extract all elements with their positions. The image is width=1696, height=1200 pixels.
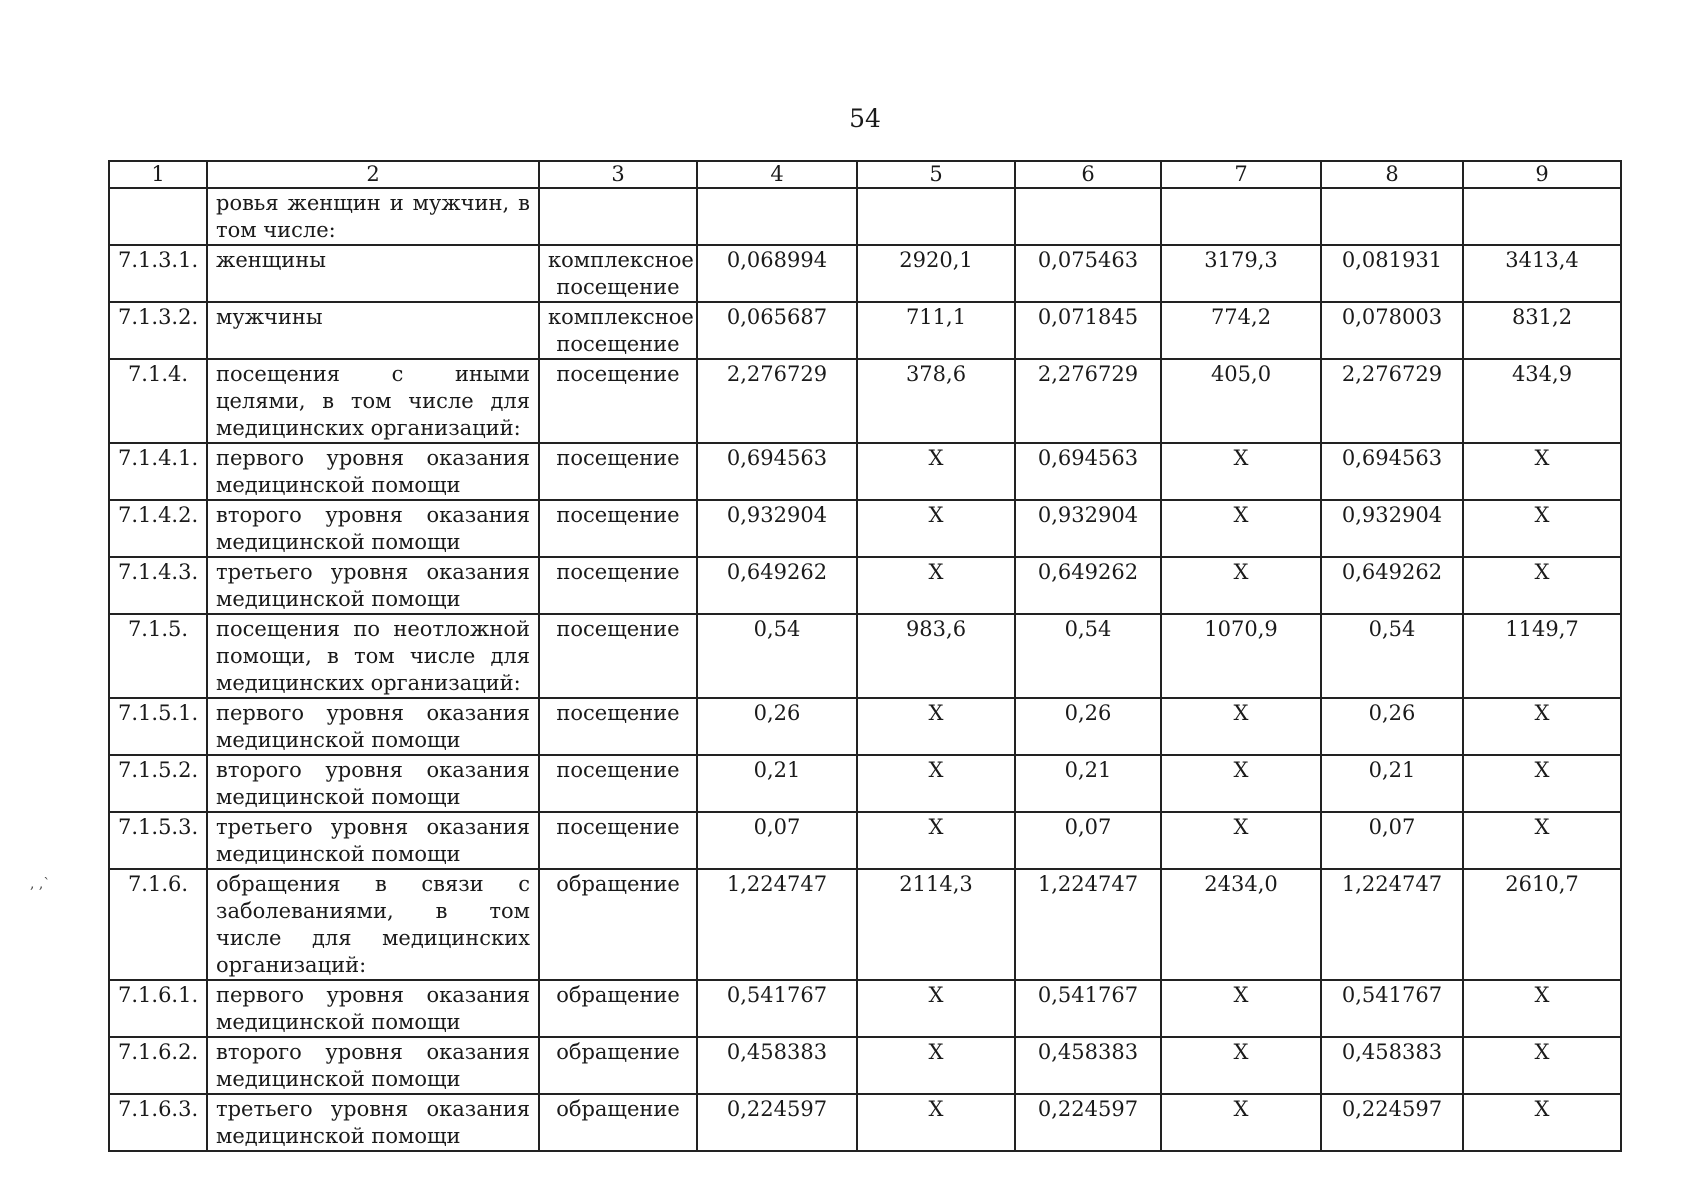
row-number: 7.1.4.3. (109, 557, 207, 614)
row-unit: посещение (539, 443, 697, 500)
table-row (109, 1094, 1621, 1151)
value-col-4: 0,07 (697, 812, 857, 869)
value-col-9: X (1463, 755, 1621, 812)
value-col-6: 0,071845 (1015, 302, 1161, 359)
row-number: 7.1.4.2. (109, 500, 207, 557)
value-col-8: 0,21 (1321, 755, 1463, 812)
row-number: 7.1.5.2. (109, 755, 207, 812)
value-col-5: X (857, 812, 1015, 869)
table-row (109, 188, 1621, 245)
value-col-8: 0,932904 (1321, 500, 1463, 557)
value-col-8: 0,081931 (1321, 245, 1463, 302)
column-number-cell: 1 (109, 161, 207, 188)
column-number-cell: 3 (539, 161, 697, 188)
value-col-6: 0,932904 (1015, 500, 1161, 557)
column-number-cell: 7 (1161, 161, 1321, 188)
value-col-7: 2434,0 (1161, 869, 1321, 980)
row-name: посещения с иными целями, в том числе для медицинских организаций: (207, 359, 539, 443)
value-col-9: 1149,7 (1463, 614, 1621, 698)
value-col-5: 983,6 (857, 614, 1015, 698)
value-col-5: 711,1 (857, 302, 1015, 359)
value-col-8: 0,224597 (1321, 1094, 1463, 1151)
column-number-cell: 2 (207, 161, 539, 188)
row-unit: посещение (539, 698, 697, 755)
value-col-4: 0,541767 (697, 980, 857, 1037)
value-col-6: 0,541767 (1015, 980, 1161, 1037)
value-col-5: X (857, 443, 1015, 500)
value-col-6: 0,224597 (1015, 1094, 1161, 1151)
value-col-6: 1,224747 (1015, 869, 1161, 980)
value-col-4: 0,065687 (697, 302, 857, 359)
value-col-6: 0,075463 (1015, 245, 1161, 302)
value-col-7: X (1161, 755, 1321, 812)
table-row (109, 980, 1621, 1037)
value-col-6: 2,276729 (1015, 359, 1161, 443)
value-col-8: 1,224747 (1321, 869, 1463, 980)
column-number-cell: 6 (1015, 161, 1161, 188)
value-col-9: X (1463, 698, 1621, 755)
value-col-5: X (857, 698, 1015, 755)
data-table (108, 160, 1622, 1152)
table-row (109, 812, 1621, 869)
row-number: 7.1.4.1. (109, 443, 207, 500)
column-number-row (109, 161, 1621, 188)
value-col-9: 3413,4 (1463, 245, 1621, 302)
value-col-7: X (1161, 443, 1321, 500)
table-row (109, 359, 1621, 443)
value-col-7: 3179,3 (1161, 245, 1321, 302)
value-col-6: 0,54 (1015, 614, 1161, 698)
value-col-5: X (857, 980, 1015, 1037)
row-number: 7.1.6. (109, 869, 207, 980)
row-number: 7.1.4. (109, 359, 207, 443)
value-col-7 (1161, 188, 1321, 245)
value-col-8: 0,54 (1321, 614, 1463, 698)
value-col-5: X (857, 755, 1015, 812)
row-number: 7.1.3.2. (109, 302, 207, 359)
value-col-8: 0,458383 (1321, 1037, 1463, 1094)
page-number: 54 (849, 104, 881, 133)
value-col-4: 0,224597 (697, 1094, 857, 1151)
column-number-cell: 4 (697, 161, 857, 188)
value-col-5: X (857, 557, 1015, 614)
stray-mark: , ,` (30, 876, 51, 892)
value-col-6: 0,07 (1015, 812, 1161, 869)
row-name: первого уровня оказания медицинской помощи (207, 698, 539, 755)
value-col-9 (1463, 188, 1621, 245)
table-row (109, 302, 1621, 359)
value-col-9: 2610,7 (1463, 869, 1621, 980)
value-col-6: 0,458383 (1015, 1037, 1161, 1094)
value-col-5: X (857, 1037, 1015, 1094)
value-col-8: 0,694563 (1321, 443, 1463, 500)
value-col-7: 405,0 (1161, 359, 1321, 443)
row-unit: обращение (539, 1037, 697, 1094)
value-col-5: 2920,1 (857, 245, 1015, 302)
row-unit: комплексное посещение (539, 302, 697, 359)
table-row (109, 245, 1621, 302)
value-col-8: 0,078003 (1321, 302, 1463, 359)
value-col-8: 0,649262 (1321, 557, 1463, 614)
value-col-9: 434,9 (1463, 359, 1621, 443)
value-col-6: 0,694563 (1015, 443, 1161, 500)
row-number: 7.1.6.1. (109, 980, 207, 1037)
value-col-7: X (1161, 1094, 1321, 1151)
value-col-4: 2,276729 (697, 359, 857, 443)
value-col-7: X (1161, 1037, 1321, 1094)
value-col-9: X (1463, 1094, 1621, 1151)
value-col-6: 0,649262 (1015, 557, 1161, 614)
value-col-4 (697, 188, 857, 245)
row-unit: посещение (539, 614, 697, 698)
row-unit: посещение (539, 359, 697, 443)
value-col-7: 1070,9 (1161, 614, 1321, 698)
row-name: женщины (207, 245, 539, 302)
row-number (109, 188, 207, 245)
table-row (109, 614, 1621, 698)
value-col-8: 0,26 (1321, 698, 1463, 755)
value-col-9: X (1463, 443, 1621, 500)
row-number: 7.1.5.1. (109, 698, 207, 755)
value-col-4: 0,458383 (697, 1037, 857, 1094)
row-name: первого уровня оказания медицинской помощи (207, 980, 539, 1037)
row-unit: посещение (539, 812, 697, 869)
row-unit (539, 188, 697, 245)
value-col-9: X (1463, 500, 1621, 557)
row-unit: посещение (539, 557, 697, 614)
row-unit: обращение (539, 980, 697, 1037)
table-row (109, 1037, 1621, 1094)
value-col-8: 2,276729 (1321, 359, 1463, 443)
table-row (109, 698, 1621, 755)
row-name: второго уровня оказания медицинской помощи (207, 500, 539, 557)
value-col-7: X (1161, 980, 1321, 1037)
row-name: мужчины (207, 302, 539, 359)
row-name: третьего уровня оказания медицинской помощи (207, 1094, 539, 1151)
row-unit: посещение (539, 755, 697, 812)
value-col-7: X (1161, 500, 1321, 557)
value-col-9: X (1463, 557, 1621, 614)
row-number: 7.1.6.2. (109, 1037, 207, 1094)
value-col-4: 0,932904 (697, 500, 857, 557)
table-row (109, 755, 1621, 812)
row-name: второго уровня оказания медицинской помощи (207, 755, 539, 812)
row-name: третьего уровня оказания медицинской помощи (207, 812, 539, 869)
row-name: третьего уровня оказания медицинской помощи (207, 557, 539, 614)
value-col-7: X (1161, 557, 1321, 614)
value-col-4: 0,694563 (697, 443, 857, 500)
value-col-6: 0,21 (1015, 755, 1161, 812)
table-row (109, 443, 1621, 500)
column-number-cell: 5 (857, 161, 1015, 188)
value-col-6 (1015, 188, 1161, 245)
value-col-4: 0,26 (697, 698, 857, 755)
row-number: 7.1.5.3. (109, 812, 207, 869)
row-name: обращения в связи с заболеваниями, в том числе для медицинских организаций: (207, 869, 539, 980)
table-row (109, 500, 1621, 557)
value-col-8: 0,541767 (1321, 980, 1463, 1037)
row-unit: обращение (539, 869, 697, 980)
value-col-4: 0,649262 (697, 557, 857, 614)
value-col-4: 0,54 (697, 614, 857, 698)
column-number-cell: 9 (1463, 161, 1621, 188)
row-unit: посещение (539, 500, 697, 557)
value-col-4: 0,068994 (697, 245, 857, 302)
row-name: первого уровня оказания медицинской помощи (207, 443, 539, 500)
row-name: посещения по неотложной помощи, в том числе для медицинских организаций: (207, 614, 539, 698)
row-number: 7.1.5. (109, 614, 207, 698)
value-col-8: 0,07 (1321, 812, 1463, 869)
value-col-6: 0,26 (1015, 698, 1161, 755)
row-name: второго уровня оказания медицинской помощи (207, 1037, 539, 1094)
value-col-4: 1,224747 (697, 869, 857, 980)
value-col-9: X (1463, 1037, 1621, 1094)
value-col-7: X (1161, 812, 1321, 869)
value-col-7: 774,2 (1161, 302, 1321, 359)
row-number: 7.1.6.3. (109, 1094, 207, 1151)
table-row (109, 869, 1621, 980)
value-col-5: X (857, 1094, 1015, 1151)
row-unit: комплексное посещение (539, 245, 697, 302)
row-number: 7.1.3.1. (109, 245, 207, 302)
value-col-5: 378,6 (857, 359, 1015, 443)
value-col-9: 831,2 (1463, 302, 1621, 359)
row-unit: обращение (539, 1094, 697, 1151)
value-col-4: 0,21 (697, 755, 857, 812)
value-col-5: X (857, 500, 1015, 557)
column-number-cell: 8 (1321, 161, 1463, 188)
value-col-8 (1321, 188, 1463, 245)
value-col-9: X (1463, 980, 1621, 1037)
table-row (109, 557, 1621, 614)
value-col-5: 2114,3 (857, 869, 1015, 980)
value-col-9: X (1463, 812, 1621, 869)
value-col-5 (857, 188, 1015, 245)
value-col-7: X (1161, 698, 1321, 755)
row-name: ровья женщин и мужчин, в том числе: (207, 188, 539, 245)
